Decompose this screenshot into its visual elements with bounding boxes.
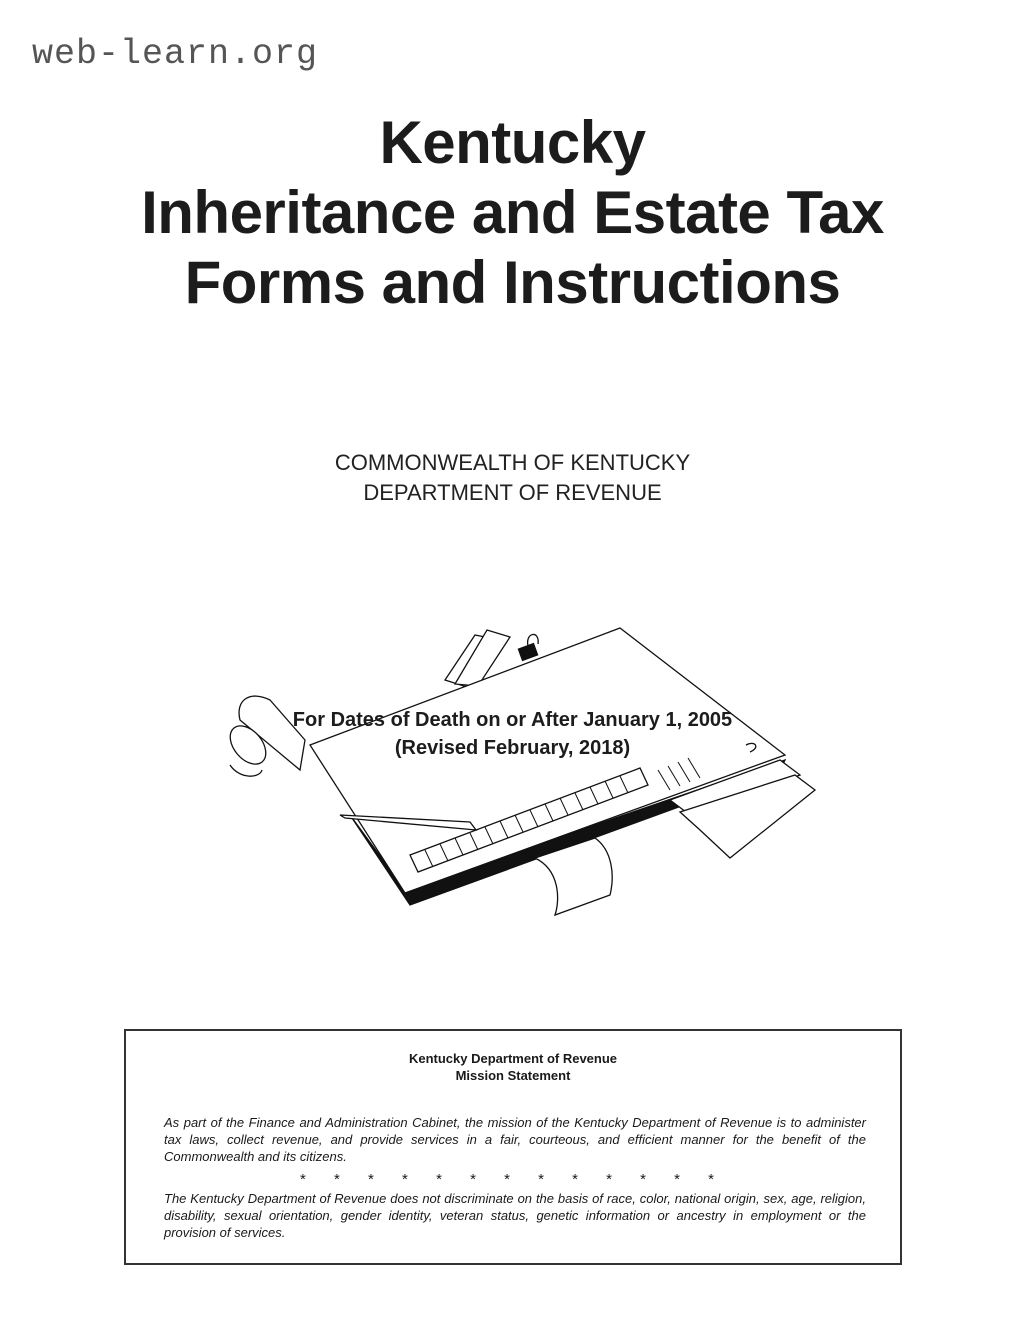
mission-heading-1: Kentucky Department of Revenue <box>408 1051 618 1066</box>
binder-clip-icon <box>518 644 537 661</box>
mission-statement-box <box>124 1029 902 1265</box>
mission-heading-2: Mission Statement <box>455 1068 571 1083</box>
applicability-note <box>0 706 1025 762</box>
mission-statement-text: As part of the Finance and Administration Cabinet, the mission of the Kentucky Department of Revenue is to administer tax laws, collect revenue, and provide services in a fair, courteous, and efficient manner for the benefit of the Commonwealth and its citizens. <box>164 1115 866 1164</box>
watermark: web-learn.org <box>32 34 319 74</box>
mission-heading <box>126 1050 900 1084</box>
title-line-2: Inheritance and Estate Tax <box>141 179 884 246</box>
title-line-1: Kentucky <box>379 109 646 176</box>
separator-stars: * * * * * * * * * * * * * <box>300 1171 726 1188</box>
title-line-3: Forms and Instructions <box>184 249 841 316</box>
agency-line-1: COMMONWEALTH OF KENTUCKY <box>334 450 691 475</box>
revision-date: (Revised February, 2018) <box>394 737 631 759</box>
nondiscrimination-text: The Kentucky Department of Revenue does not discriminate on the basis of race, color, national origin, sex, age, religion, disability, sexual orientation, gender identity, veteran status, genetic information or ancestry in employment or the provision of services. <box>164 1191 866 1240</box>
agency-line-2: DEPARTMENT OF REVENUE <box>363 480 662 505</box>
dates-of-death: For Dates of Death on or After January 1, 2005 <box>292 709 733 731</box>
scroll-curl <box>230 765 262 776</box>
